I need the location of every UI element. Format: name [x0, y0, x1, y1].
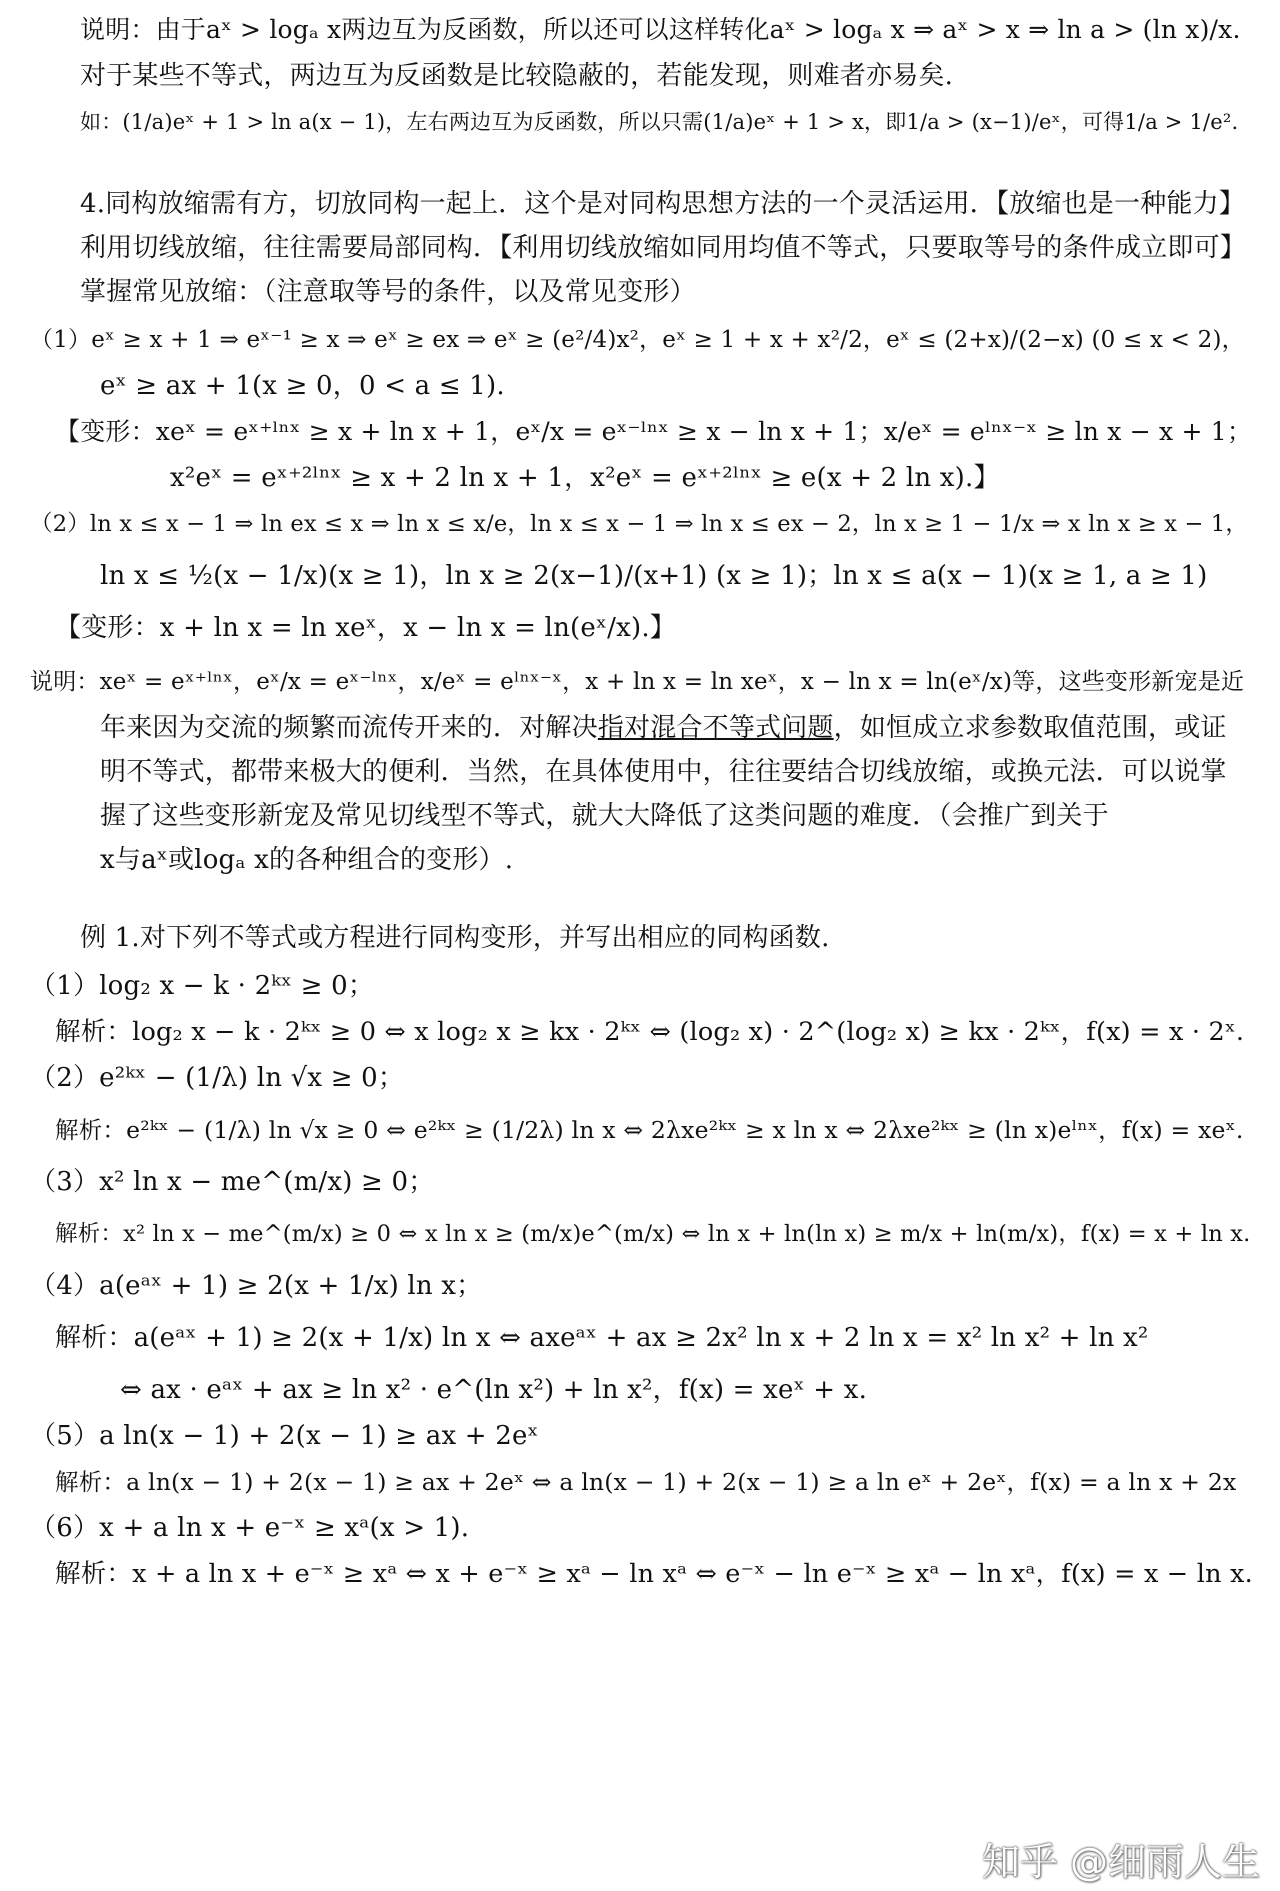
example-1-a5: 解析：a ln(x − 1) + 2(x − 1) ≥ ax + 2eˣ ⇔ a ln(x − 1) + 2(x − 1) ≥ a ln eˣ + 2eˣ，f(x) = a ln x + 2x	[55, 1468, 1237, 1496]
bound-1-line-2: eˣ ≥ ax + 1(x ≥ 0，0 < a ≤ 1).	[100, 371, 505, 401]
note-transform-line-3: 明不等式，都带来极大的便利．当然，在具体使用中，往往要结合切线放缩，或换元法．可以说掌	[100, 757, 1227, 787]
example-1-q5: （5）a ln(x − 1) + 2(x − 1) ≥ ax + 2eˣ	[30, 1421, 539, 1451]
note-transform-line-2	[100, 708, 1250, 748]
example-1-q3: （3）x² ln x − me^(m/x) ≥ 0；	[30, 1167, 435, 1197]
example-1-a2: 解析：e²ᵏˣ − (1/λ) ln √x ≥ 0 ⇔ e²ᵏˣ ≥ (1/2λ) ln x ⇔ 2λxe²ᵏˣ ≥ x ln x ⇔ 2λxe²ᵏˣ ≥ (ln x)eˡⁿˣ，f(x) = xeˣ.	[55, 1116, 1244, 1144]
note-inverse-function-example: 如：(1/a)eˣ + 1 > ln a(x − 1)，左右两边互为反函数，所以只需(1/a)eˣ + 1 > x，即1/a > (x−1)/eˣ，可得1/a > 1/e².	[80, 110, 1239, 134]
section-4-heading: 4.同构放缩需有方，切放同构一起上．这个是对同构思想方法的一个灵活运用．【放缩也是一种能力】	[80, 189, 1246, 219]
section-4-line-3: 掌握常见放缩：（注意取等号的条件，以及常见变形）	[80, 277, 696, 307]
example-1-q2: （2）e²ᵏˣ − (1/λ) ln √x ≥ 0；	[30, 1063, 405, 1093]
bound-1-transform-2: x²eˣ = eˣ⁺²ˡⁿˣ ≥ x + 2 ln x + 1，x²eˣ = eˣ⁺²ˡⁿˣ ≥ e(x + 2 ln x).】	[170, 463, 1000, 493]
example-1-q1: （1）log₂ x − k · 2ᵏˣ ≥ 0；	[30, 971, 375, 1001]
bound-2-line-2: ln x ≤ ½(x − 1/x)(x ≥ 1)，ln x ≥ 2(x−1)/(x+1) (x ≥ 1)；ln x ≤ a(x − 1)(x ≥ 1, a ≥ 1)	[100, 561, 1208, 591]
bound-2-transform: 【变形：x + ln x = ln xeˣ，x − ln x = ln(eˣ/x).】	[55, 613, 676, 643]
note-inverse-function-line-1: 说明：由于aˣ > logₐ x两边互为反函数，所以还可以这样转化aˣ > logₐ x ⇒ aˣ > x ⇒ ln a > (ln x)/x.	[80, 15, 1241, 44]
note-inverse-function-line-2: 对于某些不等式，两边互为反函数是比较隐蔽的，若能发现，则难者亦易矣.	[80, 61, 954, 91]
underlined-topic: 指对混合不等式问题	[597, 713, 834, 743]
example-1-a4-line-1: 解析：a(eᵃˣ + 1) ≥ 2(x + 1/x) ln x ⇔ axeᵃˣ + ax ≥ 2x² ln x + 2 ln x = x² ln x² + ln x²	[55, 1323, 1149, 1353]
section-4-line-2: 利用切线放缩，往往需要局部同构．【利用切线放缩如同用均值不等式，只要取等号的条件成立即可】	[80, 233, 1247, 263]
example-1-a3: 解析：x² ln x − me^(m/x) ≥ 0 ⇔ x ln x ≥ (m/x)e^(m/x) ⇔ ln x + ln(ln x) ≥ m/x + ln(m/x)，f(x) = x + ln x.	[55, 1221, 1251, 1247]
example-1-a4-line-2: ⇔ ax · eᵃˣ + ax ≥ ln x² · e^(ln x²) + ln x²，f(x) = xeˣ + x.	[120, 1375, 868, 1405]
example-1-title: 例 1.对下列不等式或方程进行同构变形，并写出相应的同构函数.	[80, 923, 830, 953]
bound-1-transform-1: 【变形：xeˣ = eˣ⁺ˡⁿˣ ≥ x + ln x + 1，eˣ/x = eˣ⁻ˡⁿˣ ≥ x − ln x + 1；x/eˣ = eˡⁿˣ⁻ˣ ≥ ln x − x + 1；	[55, 417, 1253, 446]
example-1-a1: 解析：log₂ x − k · 2ᵏˣ ≥ 0 ⇔ x log₂ x ≥ kx · 2ᵏˣ ⇔ (log₂ x) · 2^(log₂ x) ≥ kx · 2ᵏˣ，f(x) = x · 2ˣ.	[55, 1017, 1245, 1047]
note-transform-line-5: x与aˣ或logₐ x的各种组合的变形）.	[100, 845, 514, 875]
note-transform-line-4: 握了这些变形新宠及常见切线型不等式，就大大降低了这类问题的难度．（会推广到关于	[100, 801, 1109, 831]
example-1-a6: 解析：x + a ln x + e⁻ˣ ≥ xᵃ ⇔ x + e⁻ˣ ≥ xᵃ − ln xᵃ ⇔ e⁻ˣ − ln e⁻ˣ ≥ xᵃ − ln xᵃ，f(x) = x − ln x.	[55, 1559, 1253, 1589]
bound-2-line-1: （2）ln x ≤ x − 1 ⇒ ln ex ≤ x ⇒ ln x ≤ x/e，ln x ≤ x − 1 ⇒ ln x ≤ ex − 2，ln x ≥ 1 − 1/x ⇒ x ln x ≥ x − 1，	[30, 511, 1249, 537]
example-1-q4: （4）a(eᵃˣ + 1) ≥ 2(x + 1/x) ln x；	[30, 1271, 483, 1301]
zhihu-watermark: 知乎 @细雨人生	[981, 1840, 1260, 1884]
note-transform-text-a: 年来因为交流的频繁而流传开来的．对解决	[100, 713, 598, 743]
note-transform-text-b: ，如恒成立求参数取值范围，或证	[833, 713, 1227, 743]
note-transform-line-1: 说明：xeˣ = eˣ⁺ˡⁿˣ，eˣ/x = eˣ⁻ˡⁿˣ，x/eˣ = eˡⁿˣ⁻ˣ，x + ln x = ln xeˣ，x − ln x = ln(eˣ/x)等，这些变形新宠是近	[30, 669, 1245, 695]
example-1-q6: （6）x + a ln x + e⁻ˣ ≥ xᵃ(x > 1).	[30, 1513, 470, 1543]
bound-1-line-1: （1）eˣ ≥ x + 1 ⇒ eˣ⁻¹ ≥ x ⇒ eˣ ≥ ex ⇒ eˣ ≥ (e²/4)x²，eˣ ≥ 1 + x + x²/2，eˣ ≤ (2+x)/(2−x) (0 ≤ x < 2)，	[30, 327, 1245, 353]
